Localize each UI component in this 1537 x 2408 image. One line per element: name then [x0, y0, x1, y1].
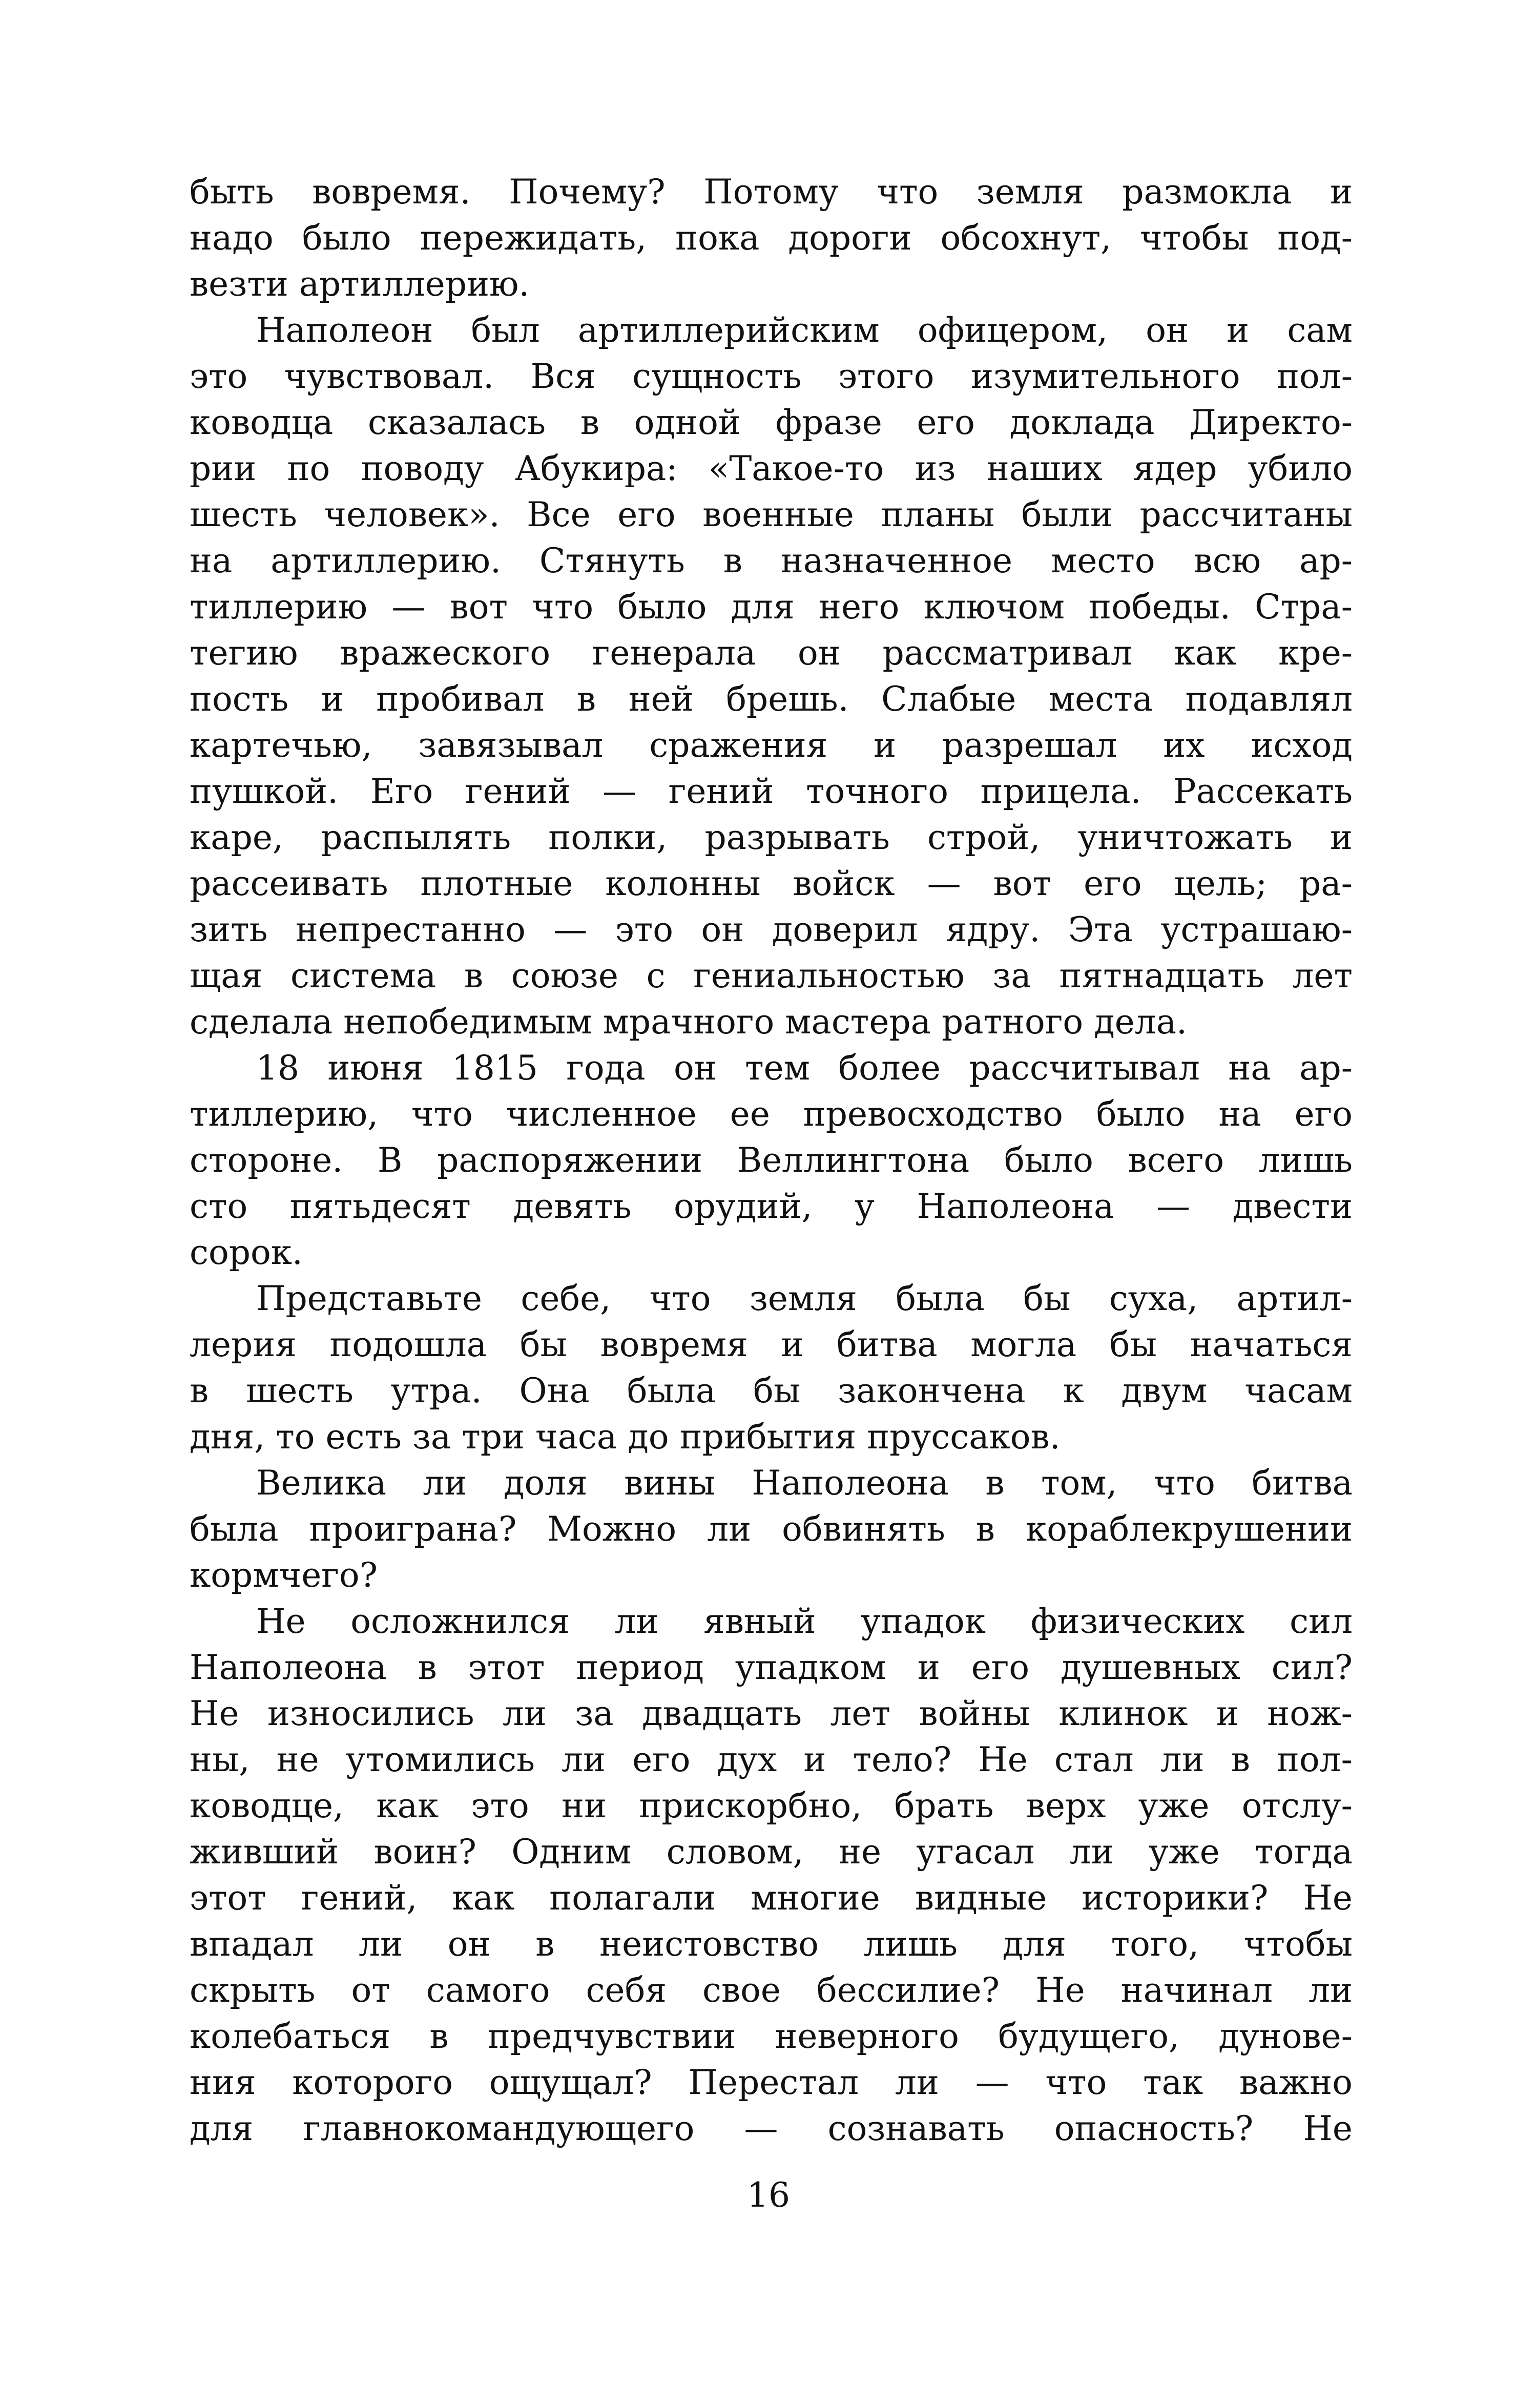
text-line: картечью, завязывал сражения и разрешал их исход [190, 725, 1353, 765]
text-line: кормчего? [190, 1555, 378, 1595]
text-line: пушкой. Его гений — гений точного прицела. Рассекать [190, 772, 1353, 811]
text-line: Наполеон был артиллерийским офицером, он и сам [256, 310, 1353, 350]
text-line: сорок. [190, 1233, 303, 1272]
text-line: щая система в союзе с гениальностью за пятнадцать лет [190, 956, 1353, 995]
text-line: Велика ли доля вины Наполеона в том, что битва [256, 1463, 1353, 1503]
text-line: тиллерию — вот что было для него ключом победы. Стра- [190, 587, 1353, 627]
text-line: стороне. В распоряжении Веллингтона было всего лишь [190, 1140, 1353, 1180]
text-line: ководце, как это ни прискорбно, брать верх уже отслу- [190, 1786, 1353, 1825]
text-line: впадал ли он в неистовство лишь для того, чтобы [190, 1924, 1353, 1964]
text-line: сто пятьдесят девять орудий, у Наполеона — двести [190, 1187, 1353, 1226]
text-line: тиллерию, что численное ее превосходство было на его [190, 1094, 1353, 1134]
text-line: дня, то есть за три часа до прибытия пруссаков. [190, 1417, 1061, 1457]
text-line: ководца сказалась в одной фразе его доклада Директо- [190, 403, 1353, 442]
text-line: шесть человек». Все его военные планы были рассчитаны [190, 495, 1353, 534]
text-line: каре, распылять полки, разрывать строй, уничтожать и [190, 818, 1353, 857]
page-number: 16 [747, 2175, 790, 2215]
text-line: колебаться в предчувствии неверного будущего, дунове- [190, 2017, 1353, 2056]
text-line: рассеивать плотные колонны войск — вот его цель; ра- [190, 864, 1353, 903]
text-line: везти артиллерию. [190, 264, 530, 304]
text-line: для главнокомандующего — сознавать опасность? Не [190, 2109, 1353, 2148]
text-line: была проиграна? Можно ли обвинять в кораблекрушении [190, 1509, 1353, 1549]
text-line: рии по поводу Абукира: «Такое-то из наших ядер убило [190, 449, 1353, 488]
text-line: надо было пережидать, пока дороги обсохнут, чтобы под- [190, 218, 1353, 258]
text-line: Не износились ли за двадцать лет войны клинок и нож- [190, 1694, 1353, 1733]
text-line: на артиллерию. Стянуть в назначенное место всю ар- [190, 541, 1353, 580]
text-line: зить непрестанно — это он доверил ядру. Эта устрашаю- [190, 910, 1353, 949]
text-line: лерия подошла бы вовремя и битва могла бы начаться [190, 1325, 1353, 1364]
text-line: пость и пробивал в ней брешь. Слабые места подавлял [190, 679, 1353, 719]
text-line: тегию вражеского генерала он рассматривал как кре- [190, 633, 1353, 673]
text-line: сделала непобедимым мрачного мастера ратного дела. [190, 1002, 1188, 1042]
text-line: скрыть от самого себя свое бессилие? Не начинал ли [190, 1970, 1353, 2010]
text-line: 18 июня 1815 года он тем более рассчитывал на ар- [256, 1048, 1353, 1088]
text-line: этот гений, как полагали многие видные историки? Не [190, 1878, 1353, 1918]
text-line: живший воин? Одним словом, не угасал ли уже тогда [190, 1832, 1353, 1872]
text-line: Представьте себе, что земля была бы суха, артил- [256, 1279, 1353, 1318]
text-line: это чувствовал. Вся сущность этого изумительного пол- [190, 357, 1353, 396]
text-line: ны, не утомились ли его дух и тело? Не стал ли в пол- [190, 1740, 1353, 1779]
text-line: Наполеона в этот период упадком и его душевных сил? [190, 1648, 1353, 1687]
text-line: Не осложнился ли явный упадок физических сил [256, 1602, 1353, 1641]
text-line: ния которого ощущал? Перестал ли — что так важно [190, 2063, 1353, 2102]
text-line: в шесть утра. Она была бы закончена к двум часам [190, 1371, 1353, 1410]
body-text [190, 169, 1353, 2152]
text-line: быть вовремя. Почему? Потому что земля размокла и [190, 172, 1353, 212]
